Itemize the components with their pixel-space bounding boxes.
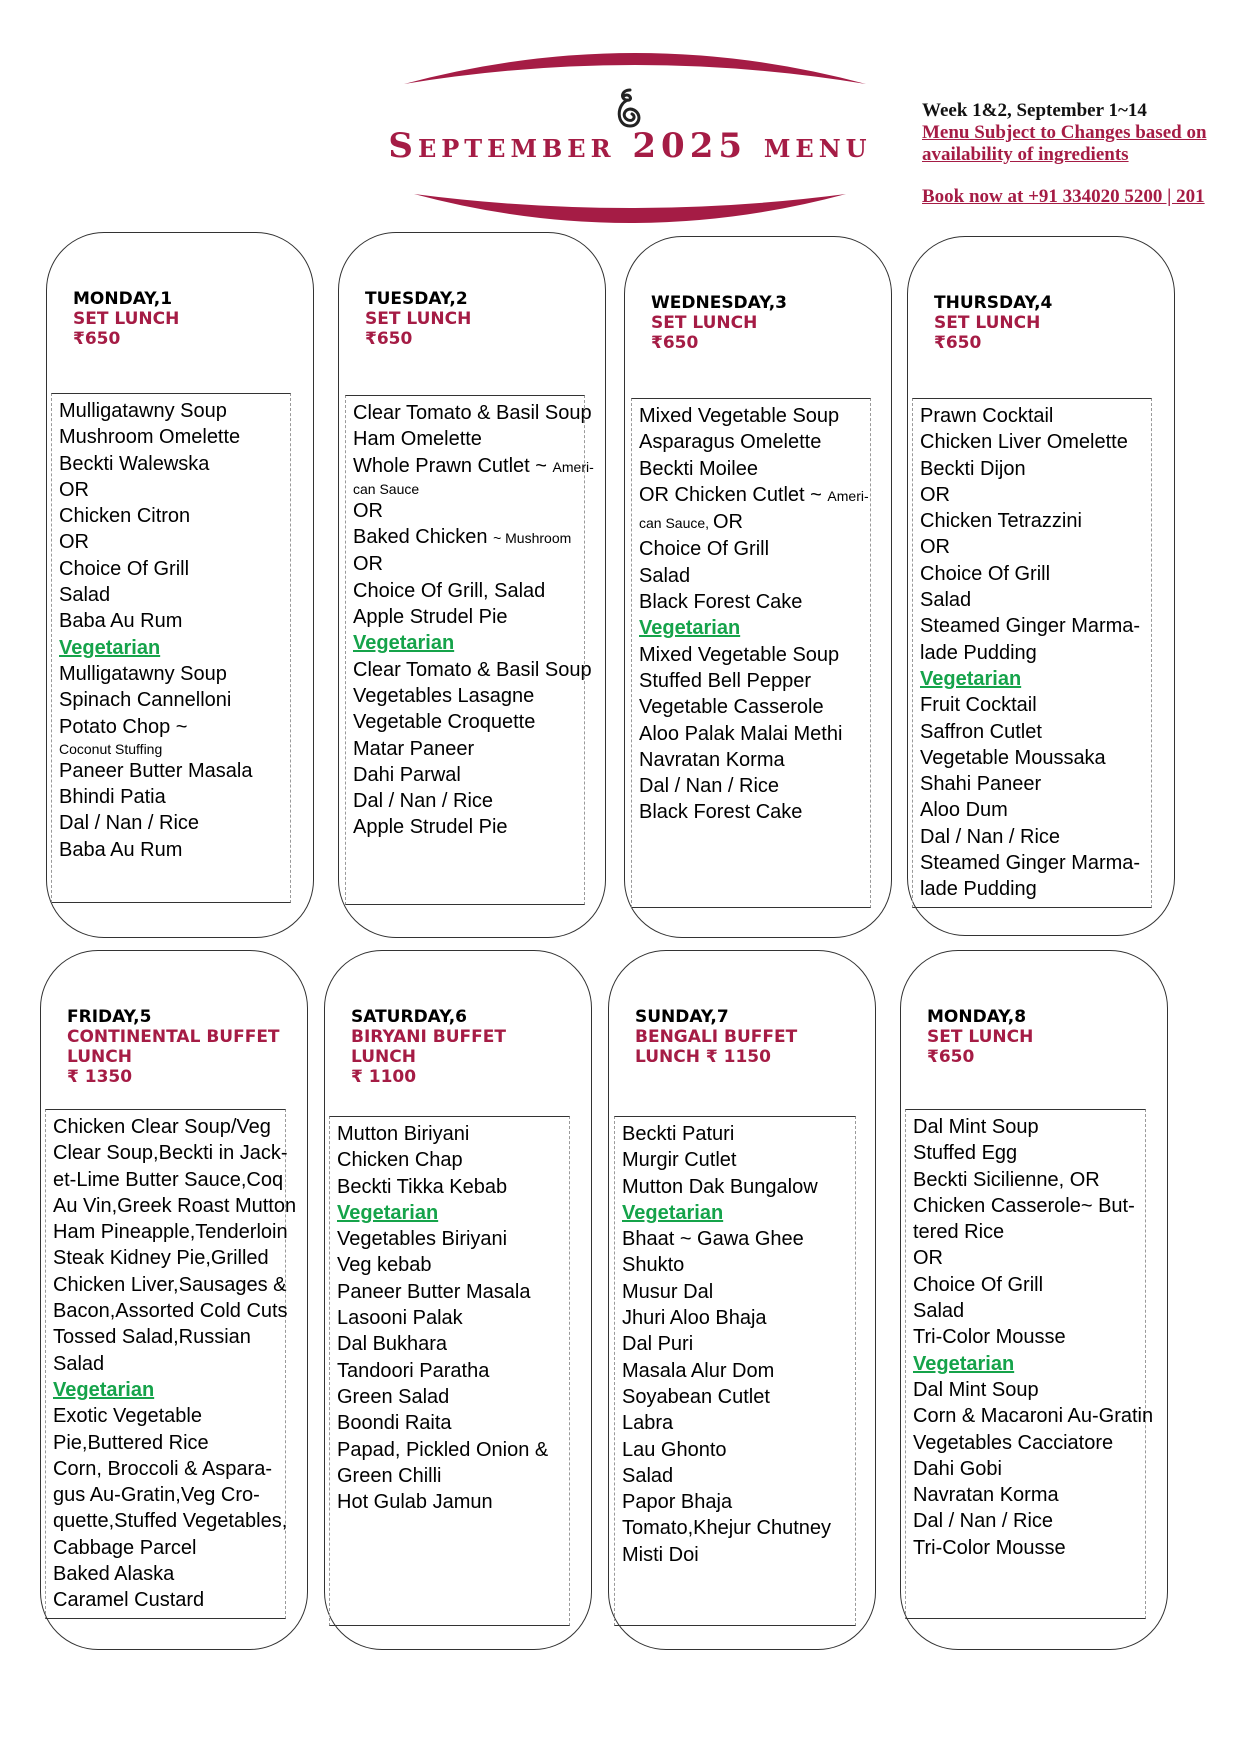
menu-item: Salad <box>920 589 972 612</box>
menu-item: Clear Soup,Beckti in Jack- <box>53 1142 288 1165</box>
menu-item: quette,Stuffed Vegetables, <box>53 1510 288 1533</box>
menu-item: OR <box>59 531 89 554</box>
menu-item: tered Rice <box>913 1221 1005 1244</box>
menu-item: Steamed Ginger Marma- <box>920 615 1141 638</box>
menu-item: Matar Paneer <box>353 737 475 760</box>
menu-item: Beckti Sicilienne, OR <box>913 1168 1100 1191</box>
menu-item: Baba Au Rum <box>59 610 183 633</box>
menu-item: Masala Alur Dom <box>622 1359 775 1382</box>
menu-item: Dal / Nan / Rice <box>639 775 780 798</box>
menu-item: Vegetables Cacciatore <box>913 1431 1114 1454</box>
menu-item: Baba Au Rum <box>59 838 183 861</box>
menu-item: Mulligatawny Soup <box>59 662 227 685</box>
menu-item: Mixed Vegetable Soup <box>639 405 840 427</box>
menu-item: Chicken Tetrazzini <box>920 510 1082 533</box>
menu-item: Mulligatawny Soup <box>59 400 227 422</box>
menu-item: Bhindi Patia <box>59 786 166 809</box>
menu-item: Bhaat ~ Gawa Ghee <box>622 1228 804 1251</box>
menu-item: Mushroom Omelette <box>59 426 241 449</box>
day-card-header <box>67 1007 291 1087</box>
menu-item: Potato Chop ~ <box>59 715 188 738</box>
menu-item: Papad, Pickled Onion & <box>337 1438 549 1461</box>
meal-type: SET LUNCH <box>934 313 1041 333</box>
menu-item: Salad <box>59 584 111 607</box>
day-label: FRIDAY,5 <box>67 1007 152 1027</box>
menu-item: Chicken Liver Omelette <box>920 431 1128 454</box>
menu-item: OR <box>353 499 383 522</box>
meal-type: BIRYANI BUFFET LUNCH <box>351 1027 506 1067</box>
meal-type: BENGALI BUFFET <box>635 1027 798 1047</box>
day-label: TUESDAY,2 <box>365 289 468 309</box>
menu-item: Clear Tomato & Basil Soup <box>353 658 592 681</box>
menu-item: Soyabean Cutlet <box>622 1385 770 1408</box>
menu-item: Paneer Butter Masala <box>337 1280 531 1303</box>
vegetarian-heading: Vegetarian <box>920 667 1022 690</box>
menu-item: Chicken Casserole~ But- <box>913 1194 1135 1217</box>
menu-item: Stuffed Bell Pepper <box>639 669 811 692</box>
menu-item: Salad <box>913 1300 965 1323</box>
menu-item: Chicken Liver,Sausages & <box>53 1273 287 1296</box>
menu-items-box <box>45 1109 297 1619</box>
menu-item: Jhuri Aloo Bhaja <box>622 1307 767 1330</box>
vegetarian-heading: Vegetarian <box>622 1201 724 1224</box>
menu-item: Labra <box>622 1412 674 1435</box>
header-info <box>922 100 1240 208</box>
menu-items-box <box>912 398 1152 908</box>
menu-item-subnote: can Sauce, <box>639 515 713 532</box>
menu-item: Dal / Nan / Rice <box>59 812 200 835</box>
menu-item: OR <box>353 553 383 576</box>
menu-item: Fruit Cocktail <box>920 694 1037 717</box>
menu-item <box>353 524 584 551</box>
menu-item: Tomato,Khejur Chutney <box>622 1517 832 1540</box>
menu-item: Ham Omelette <box>353 428 482 451</box>
meal-price: ₹ 1350 <box>67 1067 133 1087</box>
meal-price: ₹650 <box>934 333 982 353</box>
page-title: September 2025 menu <box>388 126 872 166</box>
day-card-header <box>927 1007 1151 1067</box>
menu-item: Mixed Vegetable Soup <box>639 643 840 666</box>
menu-item: Beckti Tikka Kebab <box>337 1175 508 1198</box>
menu-notice-line-2: availability of ingredients <box>922 144 1129 165</box>
vegetarian-heading: Vegetarian <box>353 632 455 655</box>
meal-price: ₹650 <box>651 333 699 353</box>
menu-notice-line-1: Menu Subject to Changes based on <box>922 122 1207 143</box>
menu-item: Choice Of Grill <box>913 1273 1044 1296</box>
menu-item: lade Pudding <box>920 878 1037 901</box>
day-label: SATURDAY,6 <box>351 1007 467 1027</box>
menu-item: Salad <box>53 1352 105 1375</box>
menu-item: Vegetables Biriyani <box>337 1228 508 1251</box>
day-card-header <box>365 289 589 349</box>
day-card-header <box>934 293 1158 353</box>
menu-item: Steamed Ginger Marma- <box>920 852 1141 875</box>
menu-item: Lau Ghonto <box>622 1438 727 1461</box>
menu-item: Caramel Custard <box>53 1589 205 1612</box>
menu-item: Ham Pineapple,Tenderloin <box>53 1221 288 1244</box>
meal-price: ₹650 <box>73 329 121 349</box>
day-label: MONDAY,8 <box>927 1007 1027 1027</box>
decorative-bottom-arc <box>410 190 850 232</box>
menu-item: Green Salad <box>337 1385 450 1408</box>
menu-item: Beckti Walewska <box>59 452 210 475</box>
menu-items-box <box>329 1116 570 1626</box>
menu-item: Corn, Broccoli & Aspara- <box>53 1457 272 1480</box>
menu-item: Boondi Raita <box>337 1412 452 1435</box>
meal-type: SET LUNCH <box>365 309 472 329</box>
menu-item: Navratan Korma <box>913 1484 1059 1507</box>
menu-item: Mutton Biriyani <box>337 1123 470 1145</box>
menu-item: et-Lime Butter Sauce,Coq <box>53 1168 284 1191</box>
menu-item: Saffron Cutlet <box>920 720 1042 743</box>
menu-item: Corn & Macaroni Au-Gratin <box>913 1405 1154 1428</box>
menu-item: Choice Of Grill <box>639 538 770 561</box>
menu-item: lade Pudding <box>920 641 1037 664</box>
menu-item: Musur Dal <box>622 1280 714 1303</box>
menu-item: Vegetable Casserole <box>639 696 824 719</box>
menu-item: OR <box>59 478 89 501</box>
day-card-header <box>635 1007 859 1067</box>
day-card-header <box>73 289 297 349</box>
menu-item: Mutton Dak Bungalow <box>622 1175 818 1198</box>
day-label: MONDAY,1 <box>73 289 173 309</box>
week-range: Week 1&2, September 1~14 <box>922 100 1147 121</box>
vegetarian-heading: Vegetarian <box>337 1201 439 1224</box>
menu-items-box <box>631 398 871 908</box>
day-label: SUNDAY,7 <box>635 1007 729 1027</box>
menu-item: Aloo Palak Malai Methi <box>639 722 843 745</box>
menu-item: Dal / Nan / Rice <box>920 825 1061 848</box>
menu-item: Salad <box>622 1464 674 1487</box>
decorative-top-arc <box>400 40 870 88</box>
menu-item-subnote: Ameri- <box>827 487 869 504</box>
menu-item: Shukto <box>622 1254 685 1277</box>
menu-item: Choice Of Grill, Salad <box>353 579 546 602</box>
menu-item: Shahi Paneer <box>920 773 1042 796</box>
meal-type: SET LUNCH <box>73 309 180 329</box>
menu-item: Clear Tomato & Basil Soup <box>353 402 592 424</box>
meal-type: SET LUNCH <box>651 313 758 333</box>
menu-item: Apple Strudel Pie <box>353 606 508 629</box>
meal-type: LUNCH <box>67 1047 132 1067</box>
menu-item: Choice Of Grill <box>59 557 190 580</box>
menu-item: gus Au-Gratin,Veg Cro- <box>53 1484 260 1507</box>
menu-item: Apple Strudel Pie <box>353 816 508 839</box>
menu-item: Lasooni Palak <box>337 1307 463 1330</box>
menu-item: Steak Kidney Pie,Grilled <box>53 1247 269 1270</box>
menu-item: Chicken Citron <box>59 505 191 528</box>
menu-item: Dal / Nan / Rice <box>913 1510 1054 1533</box>
meal-type: LUNCH ₹ 1150 <box>635 1047 771 1067</box>
menu-item: Dal Mint Soup <box>913 1378 1039 1401</box>
menu-item: Papor Bhaja <box>622 1491 733 1514</box>
vegetarian-heading: Vegetarian <box>59 636 161 659</box>
menu-item <box>639 509 870 536</box>
menu-item: Tandoori Paratha <box>337 1359 490 1382</box>
menu-item: Tossed Salad,Russian <box>53 1326 251 1349</box>
menu-item: Tri-Color Mousse <box>913 1536 1066 1559</box>
booking-link[interactable]: Book now at +91 334020 5200 | 201 <box>922 186 1205 207</box>
menu-item-text: OR <box>712 511 743 534</box>
menu-item: Exotic Vegetable <box>53 1405 202 1428</box>
menu-item: Dal Mint Soup <box>913 1116 1039 1138</box>
menu-item: Spinach Cannelloni <box>59 689 232 712</box>
menu-item: Dahi Gobi <box>913 1457 1002 1480</box>
menu-items-box <box>905 1109 1154 1619</box>
menu-items-box <box>614 1116 856 1626</box>
menu-item: Dal Bukhara <box>337 1333 448 1356</box>
meal-price: ₹ 1100 <box>351 1067 417 1087</box>
menu-item: Bacon,Assorted Cold Cuts <box>53 1300 288 1323</box>
day-card-header <box>351 1007 575 1087</box>
meal-type: SET LUNCH <box>927 1027 1034 1047</box>
meal-price: ₹650 <box>365 329 413 349</box>
menu-item: Salad <box>639 564 691 587</box>
menu-item: Tri-Color Mousse <box>913 1326 1066 1349</box>
day-label: WEDNESDAY,3 <box>651 293 787 313</box>
menu-item: Asparagus Omelette <box>639 431 822 454</box>
day-card-header <box>651 293 875 353</box>
menu-item: Green Chilli <box>337 1464 442 1487</box>
vegetarian-heading: Vegetarian <box>639 617 741 640</box>
menu-item: Choice Of Grill <box>920 562 1051 585</box>
menu-item-subnote: ~ Mushroom <box>493 530 572 547</box>
day-label: THURSDAY,4 <box>934 293 1053 313</box>
menu-item: Misti Doi <box>622 1543 699 1566</box>
menu-item-text: Baked Chicken <box>353 526 494 549</box>
menu-item: Dal / Nan / Rice <box>353 790 494 813</box>
menu-item: Prawn Cocktail <box>920 405 1054 427</box>
menu-item: Navratan Korma <box>639 748 785 771</box>
menu-item: Dahi Parwal <box>353 763 461 786</box>
menu-item: Beckti Moilee <box>639 457 758 480</box>
menu-item: Chicken Clear Soup/Veg <box>53 1116 271 1138</box>
menu-item: Coconut Stuffing <box>59 740 163 757</box>
menu-item: Hot Gulab Jamun <box>337 1491 493 1514</box>
menu-item: Vegetables Lasagne <box>353 684 535 707</box>
menu-item: Stuffed Egg <box>913 1142 1018 1165</box>
menu-item: OR <box>920 483 950 506</box>
menu-item-text: Whole Prawn Cutlet ~ <box>353 454 553 477</box>
menu-item: Beckti Dijon <box>920 457 1026 480</box>
meal-price: ₹650 <box>927 1047 975 1067</box>
menu-item: Au Vin,Greek Roast Mutton <box>53 1194 297 1217</box>
menu-item: can Sauce <box>353 480 420 497</box>
menu-item-text: OR Chicken Cutlet ~ <box>639 483 828 506</box>
vegetarian-heading: Vegetarian <box>53 1378 155 1401</box>
menu-items-box <box>51 393 291 903</box>
menu-item: Black Forest Cake <box>639 591 803 614</box>
menu-item: Vegetable Croquette <box>353 711 536 734</box>
menu-item <box>353 453 594 480</box>
menu-item: Chicken Chap <box>337 1149 463 1172</box>
menu-item: Vegetable Moussaka <box>920 746 1106 769</box>
menu-item: OR <box>913 1247 943 1270</box>
menu-item: Cabbage Parcel <box>53 1536 197 1559</box>
menu-item: Beckti Paturi <box>622 1123 735 1145</box>
menu-item: Dal Puri <box>622 1333 694 1356</box>
menu-item: Murgir Cutlet <box>622 1149 737 1172</box>
menu-item: Pie,Buttered Rice <box>53 1431 209 1454</box>
meal-type: CONTINENTAL BUFFET <box>67 1027 280 1047</box>
menu-item: Veg kebab <box>337 1254 432 1277</box>
menu-item: Aloo Dum <box>920 799 1008 822</box>
vegetarian-heading: Vegetarian <box>913 1352 1015 1375</box>
menu-item: Baked Alaska <box>53 1563 175 1586</box>
menu-item <box>639 482 870 509</box>
menu-item: Black Forest Cake <box>639 801 803 824</box>
menu-item-subnote: Ameri- <box>552 458 594 475</box>
menu-item: Paneer Butter Masala <box>59 759 253 782</box>
menu-items-box <box>345 395 594 905</box>
menu-item: OR <box>920 536 950 559</box>
